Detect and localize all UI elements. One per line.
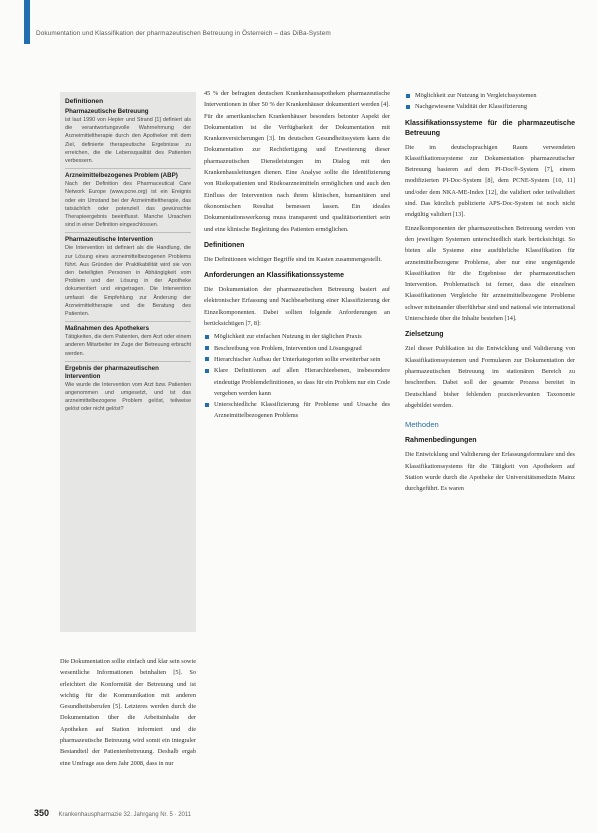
paragraph: Die Entwicklung und Validierung der Erfassungsformulare und des Klassifikationssystems für die Tätigkeit von Apothekern auf Station wurde durch die Apotheke der Universitätsmedizin Mainz durchgeführt. Es waren [405, 451, 575, 493]
section-heading-anforderungen: Anforderungen an Klassifikationssysteme [204, 272, 345, 280]
def-head-intervention: Pharmazeutische Intervention [65, 236, 154, 244]
def-head-betreuung: Pharmazeutische Betreuung [65, 108, 149, 115]
list-item [405, 90, 575, 101]
divider [65, 168, 191, 169]
section-heading-klassifikationssysteme: Klassifikationssysteme für die pharmazeutische Betreuung [405, 119, 575, 137]
list-item [204, 354, 390, 365]
list-item [204, 365, 390, 399]
bullet-square-icon [205, 335, 209, 339]
divider [65, 321, 191, 322]
list-item-text: Hierarchischer Aufbau der Unterkategorien sollte erweiterbar sein [214, 355, 381, 363]
list-item [204, 343, 390, 354]
paragraph: Die Dokumentation der pharmazeutischen Betreuung basiert auf elektronischer Erfassung und Nachbearbeitung einer Klassifizierung der Einzelkomponenten. Dabei sollten folgende Anforderungen an berücksichtigen [7, 8]: [204, 286, 390, 328]
section-heading-zielsetzung: Zielsetzung [405, 331, 444, 339]
list-item-text: Beschreibung von Problem, Intervention und Lösungsgrad [214, 344, 362, 352]
bullet-square-icon [205, 357, 209, 361]
definitions-title: Definitionen [65, 98, 104, 105]
list-item-text: Klare Definitionen auf allen Hierarchieebenen, insbesondere eindeutige Problemdefinitionen, so dass für ein Problem nur ein Code vergeben werden kann [214, 367, 390, 397]
def-text-abp: Nach der Definition des Pharmaceutical Care Network Europe (www.pcne.org) ist ein Ereignis oder ein Umstand bei der Arzneimitteltherapie, das tatsächlich oder potenziell das gewünschte Therapieergebnis beeinflusst. Manche Ursachen sind in einer Definition eingeschlossen. [65, 181, 191, 229]
page-number: 350 [34, 808, 50, 818]
paragraph: Einzelkomponenten der pharmazeutischen Betreuung werden von den jeweiligen Systemen unterschiedlich stark berücksichtigt. So bieten alle Systeme eine ausführliche Klassifikation für arzneimittelbezogene Probleme, aber nur eine ungenügende Klassifikation für die Ergebnisse der pharmazeutischen Intervention. Problematisch ist ferner, dass die einzelnen Klassifikationen Vergleiche für arzneimittelbezogene Probleme schwer miteinander überführbar sind und national wie international Unterschiede über die Inhalte bestehen [14]. [405, 224, 575, 323]
list-item-text: Unterschiedliche Klassifizierung für Probleme und Ursache des Arzneimittelbezogenen Problems [214, 401, 390, 420]
accent-bar [24, 0, 30, 44]
divider [65, 232, 191, 233]
journal-citation: Krankenhauspharmazie 32. Jahrgang Nr. 5 · 2011 [58, 812, 192, 818]
list-item [204, 399, 390, 422]
running-head: Dokumentation und Klassifikation der pharmazeutischen Betreuung in Österreich – das DiBa-System [36, 30, 331, 37]
requirements-list-continued [405, 90, 575, 113]
def-text-betreuung: ist laut 1990 von Hepler und Strand [1] definiert als die verantwortungsvolle Wahrnehmung der Arzneimitteltherapie durch den Apotheker mit dem Ziel, definierte therapeutische Ergebnisse zu erreichen, die die Lebensqualität des Patienten verbessern. [65, 117, 191, 165]
bullet-square-icon [406, 105, 410, 109]
column-2 [204, 88, 390, 424]
paragraph: Die Dokumentation sollte einfach und klar sein sowie wesentliche Informationen beinhalten [5]. So erleichtert die Konformität der Betreuung und ist wichtig für die Kommunikation mit anderen Gesundheitsberufen [5]. Letzteres werden durch die Dokumentation über die Arbeitsinhalte der Apotheken auf Station informiert und die pharmazeutische Betreuung wird somit ein integraler Bestandteil der Patientenbetreuung. Deshalb ergab eine Umfrage aus dem Jahr 2008, dass in nur [60, 658, 196, 767]
section-heading-rahmenbedingungen: Rahmenbedingungen [405, 437, 477, 445]
def-head-abp: Arzneimittelbezogenes Problem (ABP) [65, 172, 178, 180]
paragraph: Die Definitionen wichtiger Begriffe sind im Kasten zusammengestellt. [204, 255, 382, 263]
list-item [405, 101, 575, 112]
list-item-text: Möglichkeit zur Nutzung in Vergleichssystemen [415, 92, 537, 99]
bullet-square-icon [205, 369, 209, 373]
divider [65, 361, 191, 362]
list-item-text: Nachgewiesene Validität der Klassifizierung [415, 103, 527, 111]
def-head-ergebnis: Ergebnis der pharmazeutischen Intervention [65, 364, 159, 380]
list-item [204, 331, 390, 342]
bullet-square-icon [205, 403, 209, 407]
section-heading-methoden: Methoden [405, 420, 439, 430]
def-text-ergebnis: Wie wurde die Intervention vom Arzt bzw. Patienten angenommen und umgesetzt, und ist das arzneimittelbezogene Problem gelöst, teilweise gelöst oder nicht gelöst? [65, 381, 191, 413]
list-item-text: Möglichkeit zur einfachen Nutzung in der täglichen Praxis [214, 333, 362, 341]
page-footer [34, 803, 191, 821]
def-head-massnahmen: Maßnahmen des Apothekers [65, 325, 150, 333]
definitions-box [60, 92, 196, 632]
section-heading-definitionen: Definitionen [204, 241, 245, 249]
def-text-intervention: Die Intervention ist definiert als die Handlung, die zur Lösung eines arzneimittelbezogenen Problems führt. Aus Gründen der Praktikabilität wird sie von den beteiligten Personen in Abhängigkeit vom Problem und der Lösung in der Apotheke dokumentiert und eingetragen. Die Intervention umfasst die Empfehlung zur Änderung der Arzneimitteltherapie und die Beratung des Patienten. [65, 245, 191, 318]
column-1-body [60, 656, 196, 771]
column-3 [405, 90, 575, 497]
paragraph: Ziel dieser Publikation ist die Entwicklung und Validierung von Klassifikationssystemen und Formularen zur Dokumentation der pharmazeutischen Betreuung im stationären Bereich zu beschreiben. Dabei soll der gesamte Prozess bereitet in Deutschland bisher fehlenden praxisrelevanten Taxonomie abgebildet werden. [405, 345, 575, 409]
paragraph: 45 % der befragten deutschen Krankenhausapotheken pharmazeutische Interventionen in über 50 % der Krankenhäuser dokumentiert werden [4]. Für die amerikanischen Krankenhäuser besonders betonter Aspekt der Dokumentation ist die Verfügbarkeit der Dokumentation mit Krankenversicherungen [3]. Im deutschen Gesundheitssystem kann die Dokumentation zur Rechtfertigung und Erweiterung dieser pharmazeutischen Dienstleistungen im Dialog mit den Krankenhausleitungen dienen. Eine Analyse sollte die Identifizierung von Risikopatienten und Risikoarzneimitteln ermöglichen und auch den Einfluss der Intervention nach ihrem klinischen, humanitären und ökonomischen Resultat bemessen lassen. Ein ideales Dokumentationswerkzeug muss transparent und qualitätsorientiert sein und eine klinische Begleitung des Patienten ermöglichen. [204, 90, 390, 233]
bullet-square-icon [406, 94, 410, 98]
def-text-massnahmen: Tätigkeiten, die dem Patienten, dem Arzt oder einem anderen Mitarbeiter im Zuge der Betreuung erbracht werden. [65, 334, 191, 357]
bullet-square-icon [205, 346, 209, 350]
requirements-list [204, 331, 390, 421]
paragraph: Die im deutschsprachigen Raum verwendeten Klassifikationssysteme zur Dokumentation pharmazeutischer Betreuung basieren auf dem PI-Doc®-System [7], einem modifizierten PI-Doc-System [8], dem PCNE-System [10, 11] und/oder dem NKA-ME-Index [12], die validiert oder teilvalidiert sind. Das kürzlich publizierte APS-Doc-System ist noch nicht endgültig validiert [13]. [405, 143, 575, 219]
